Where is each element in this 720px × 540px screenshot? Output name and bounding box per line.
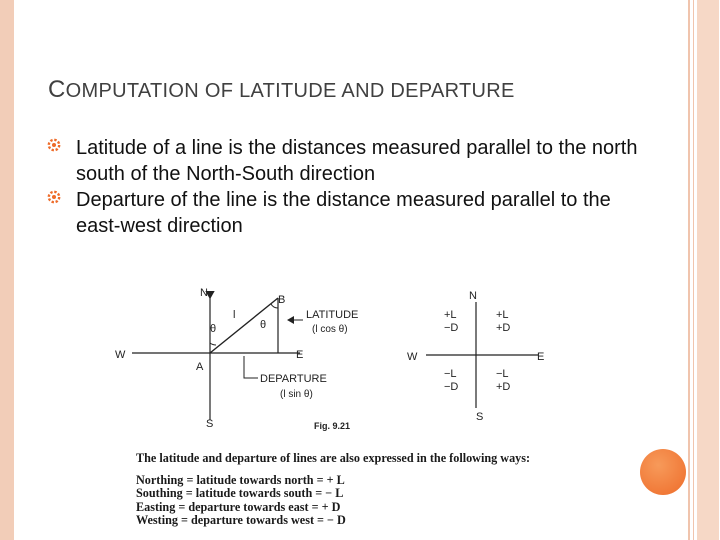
label-l: l — [233, 309, 236, 321]
title-first-letter: C — [48, 76, 66, 103]
bullet-text: Latitude of a line is the distances measured parallel to the north south of the North-South direction — [76, 137, 638, 185]
quadrant-label-w: W — [407, 351, 418, 363]
departure-pointer — [244, 356, 258, 378]
caption-line-southing: Southing = latitude towards south = − L — [136, 486, 344, 500]
label-w: W — [115, 349, 126, 361]
quadrant-sw-dep: −D — [444, 381, 459, 393]
quadrant-ne-lat: +L — [496, 309, 509, 321]
title-rest: OMPUTATION OF LATITUDE AND DEPARTURE — [65, 80, 515, 102]
quadrant-se-lat: −L — [496, 368, 509, 380]
departure-formula: (l sin θ) — [280, 389, 313, 400]
label-theta: θ — [210, 323, 217, 335]
gear-bullet-icon — [46, 137, 62, 153]
label-s: S — [206, 418, 214, 430]
caption-line-westing: Westing = departure towards west = − D — [136, 513, 346, 527]
gear-bullet-icon — [46, 189, 62, 205]
right-border-strip — [697, 0, 719, 540]
right-border-line — [688, 0, 690, 540]
quadrant-nw-dep: −D — [444, 322, 459, 334]
quadrant-label-s: S — [476, 411, 484, 423]
bullet-item — [46, 187, 646, 239]
departure-label: DEPARTURE — [260, 373, 327, 385]
quadrant-sw-lat: −L — [444, 368, 457, 380]
quadrant-ne-dep: +D — [496, 322, 511, 334]
quadrant-se-dep: +D — [496, 381, 511, 393]
slide-title — [48, 76, 515, 104]
quadrant-label-e: E — [537, 351, 545, 363]
line-ab — [210, 298, 278, 353]
latitude-label: LATITUDE — [306, 309, 359, 321]
label-a: A — [196, 361, 204, 373]
caption-block — [136, 452, 566, 528]
caption-line-easting: Easting = departure towards east = + D — [136, 499, 341, 514]
bullet-list — [46, 135, 646, 239]
theta-arc — [210, 343, 216, 345]
quadrant-nw-lat: +L — [444, 309, 457, 321]
bullet-text: Departure of the line is the distance measured parallel to the east-west direction — [76, 189, 611, 237]
caption-line-northing: Northing = latitude towards north = + L — [136, 472, 345, 487]
theta-arc — [271, 304, 278, 308]
label-theta: θ — [260, 319, 267, 331]
decorative-circle — [640, 449, 686, 495]
right-border-line — [693, 0, 694, 540]
label-n: N — [200, 287, 208, 299]
figure-number: Fig. 9.21 — [314, 421, 351, 431]
label-e: E — [296, 349, 304, 361]
left-border-strip — [0, 0, 14, 540]
latitude-formula: (l cos θ) — [312, 324, 348, 335]
caption-intro: The latitude and departure of lines are also expressed in the following ways: — [136, 451, 531, 465]
bullet-item — [46, 135, 646, 187]
quadrant-label-n: N — [469, 290, 477, 302]
label-b: B — [278, 294, 286, 306]
